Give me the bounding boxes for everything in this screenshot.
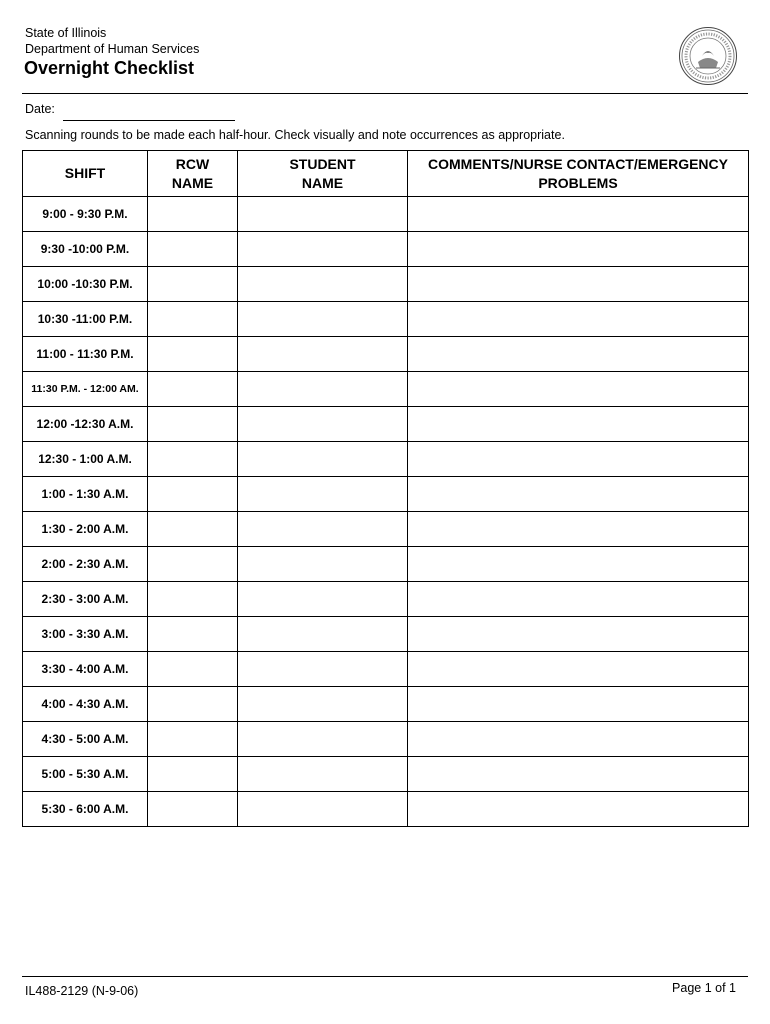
rcw-name-cell[interactable] xyxy=(148,197,238,232)
state-seal-icon xyxy=(678,26,738,86)
column-header-shift xyxy=(23,151,148,197)
rcw-name-cell[interactable] xyxy=(148,407,238,442)
comments-cell[interactable] xyxy=(408,582,749,617)
comments-cell[interactable] xyxy=(408,687,749,722)
table-row xyxy=(23,477,749,512)
comments-cell[interactable] xyxy=(408,722,749,757)
comments-cell[interactable] xyxy=(408,792,749,827)
page-number: Page 1 of 1 xyxy=(672,981,736,995)
column-header-rcw-name xyxy=(148,151,238,197)
shift-cell: 4:30 - 5:00 A.M. xyxy=(23,722,148,757)
rcw-name-cell[interactable] xyxy=(148,547,238,582)
rcw-name-cell[interactable] xyxy=(148,652,238,687)
student-name-cell[interactable] xyxy=(238,267,408,302)
column-header-line: NAME xyxy=(171,174,214,191)
table-row xyxy=(23,722,749,757)
rcw-name-cell[interactable] xyxy=(148,267,238,302)
checklist-table xyxy=(22,150,749,827)
shift-cell: 1:30 - 2:00 A.M. xyxy=(23,512,148,547)
rcw-name-cell[interactable] xyxy=(148,477,238,512)
shift-cell: 5:30 - 6:00 A.M. xyxy=(23,792,148,827)
table-row xyxy=(23,407,749,442)
rcw-name-cell[interactable] xyxy=(148,442,238,477)
shift-cell: 11:30 P.M. - 12:00 AM. xyxy=(23,372,148,407)
comments-cell[interactable] xyxy=(408,477,749,512)
shift-cell: 2:30 - 3:00 A.M. xyxy=(23,582,148,617)
student-name-cell[interactable] xyxy=(238,302,408,337)
table-row xyxy=(23,267,749,302)
table-row xyxy=(23,232,749,267)
student-name-cell[interactable] xyxy=(238,652,408,687)
shift-cell: 9:00 - 9:30 P.M. xyxy=(23,197,148,232)
comments-cell[interactable] xyxy=(408,267,749,302)
rcw-name-cell[interactable] xyxy=(148,512,238,547)
student-name-cell[interactable] xyxy=(238,477,408,512)
form-number: IL488-2129 (N-9-06) xyxy=(25,984,139,998)
column-header-student-name xyxy=(238,151,408,197)
student-name-cell[interactable] xyxy=(238,582,408,617)
shift-cell: 1:00 - 1:30 A.M. xyxy=(23,477,148,512)
student-name-cell[interactable] xyxy=(238,442,408,477)
column-header-line: RCW xyxy=(175,155,210,172)
rcw-name-cell[interactable] xyxy=(148,757,238,792)
student-name-cell[interactable] xyxy=(238,687,408,722)
student-name-cell[interactable] xyxy=(238,722,408,757)
table-row xyxy=(23,582,749,617)
table-row xyxy=(23,617,749,652)
student-name-cell[interactable] xyxy=(238,792,408,827)
shift-cell: 10:00 -10:30 P.M. xyxy=(23,267,148,302)
table-row xyxy=(23,687,749,722)
shift-cell: 4:00 - 4:30 A.M. xyxy=(23,687,148,722)
student-name-cell[interactable] xyxy=(238,372,408,407)
header-divider xyxy=(22,93,748,94)
student-name-cell[interactable] xyxy=(238,617,408,652)
column-header-line: PROBLEMS xyxy=(538,174,618,191)
table-row xyxy=(23,197,749,232)
table-row xyxy=(23,337,749,372)
rcw-name-cell[interactable] xyxy=(148,232,238,267)
table-row xyxy=(23,792,749,827)
shift-cell: 12:00 -12:30 A.M. xyxy=(23,407,148,442)
header-state: State of Illinois xyxy=(25,26,107,40)
shift-cell: 10:30 -11:00 P.M. xyxy=(23,302,148,337)
comments-cell[interactable] xyxy=(408,407,749,442)
comments-cell[interactable] xyxy=(408,372,749,407)
column-header-line: SHIFT xyxy=(64,165,106,181)
shift-cell: 9:30 -10:00 P.M. xyxy=(23,232,148,267)
comments-cell[interactable] xyxy=(408,652,749,687)
rcw-name-cell[interactable] xyxy=(148,302,238,337)
column-header-comments xyxy=(408,151,749,197)
rcw-name-cell[interactable] xyxy=(148,372,238,407)
student-name-cell[interactable] xyxy=(238,337,408,372)
comments-cell[interactable] xyxy=(408,302,749,337)
student-name-cell[interactable] xyxy=(238,197,408,232)
date-label: Date: xyxy=(25,102,55,116)
rcw-name-cell[interactable] xyxy=(148,722,238,757)
shift-cell: 2:00 - 2:30 A.M. xyxy=(23,547,148,582)
shift-cell: 5:00 - 5:30 A.M. xyxy=(23,757,148,792)
comments-cell[interactable] xyxy=(408,337,749,372)
student-name-cell[interactable] xyxy=(238,232,408,267)
comments-cell[interactable] xyxy=(408,197,749,232)
table-row xyxy=(23,512,749,547)
table-row xyxy=(23,302,749,337)
footer-divider xyxy=(22,976,748,977)
page-title: Overnight Checklist xyxy=(24,58,195,78)
rcw-name-cell[interactable] xyxy=(148,617,238,652)
rcw-name-cell[interactable] xyxy=(148,582,238,617)
header-department: Department of Human Services xyxy=(25,42,200,56)
table-header-row xyxy=(23,151,749,197)
comments-cell[interactable] xyxy=(408,442,749,477)
student-name-cell[interactable] xyxy=(238,512,408,547)
table-row xyxy=(23,442,749,477)
student-name-cell[interactable] xyxy=(238,757,408,792)
shift-cell: 3:30 - 4:00 A.M. xyxy=(23,652,148,687)
rcw-name-cell[interactable] xyxy=(148,337,238,372)
rcw-name-cell[interactable] xyxy=(148,792,238,827)
comments-cell[interactable] xyxy=(408,232,749,267)
table-row xyxy=(23,652,749,687)
comments-cell[interactable] xyxy=(408,512,749,547)
table-row xyxy=(23,547,749,582)
table-row xyxy=(23,372,749,407)
column-header-line: COMMENTS/NURSE CONTACT/EMERGENCY xyxy=(428,155,728,172)
student-name-cell[interactable] xyxy=(238,547,408,582)
table-row xyxy=(23,757,749,792)
rcw-name-cell[interactable] xyxy=(148,687,238,722)
shift-cell: 12:30 - 1:00 A.M. xyxy=(23,442,148,477)
column-header-line: NAME xyxy=(301,174,344,191)
comments-cell[interactable] xyxy=(408,547,749,582)
shift-cell: 3:00 - 3:30 A.M. xyxy=(23,617,148,652)
comments-cell[interactable] xyxy=(408,617,749,652)
student-name-cell[interactable] xyxy=(238,407,408,442)
comments-cell[interactable] xyxy=(408,757,749,792)
shift-cell: 11:00 - 11:30 P.M. xyxy=(23,337,148,372)
date-field[interactable] xyxy=(63,120,235,121)
instructions-text: Scanning rounds to be made each half-hour. Check visually and note occurrences as appropriate. xyxy=(25,128,565,142)
column-header-line: STUDENT xyxy=(289,155,356,172)
